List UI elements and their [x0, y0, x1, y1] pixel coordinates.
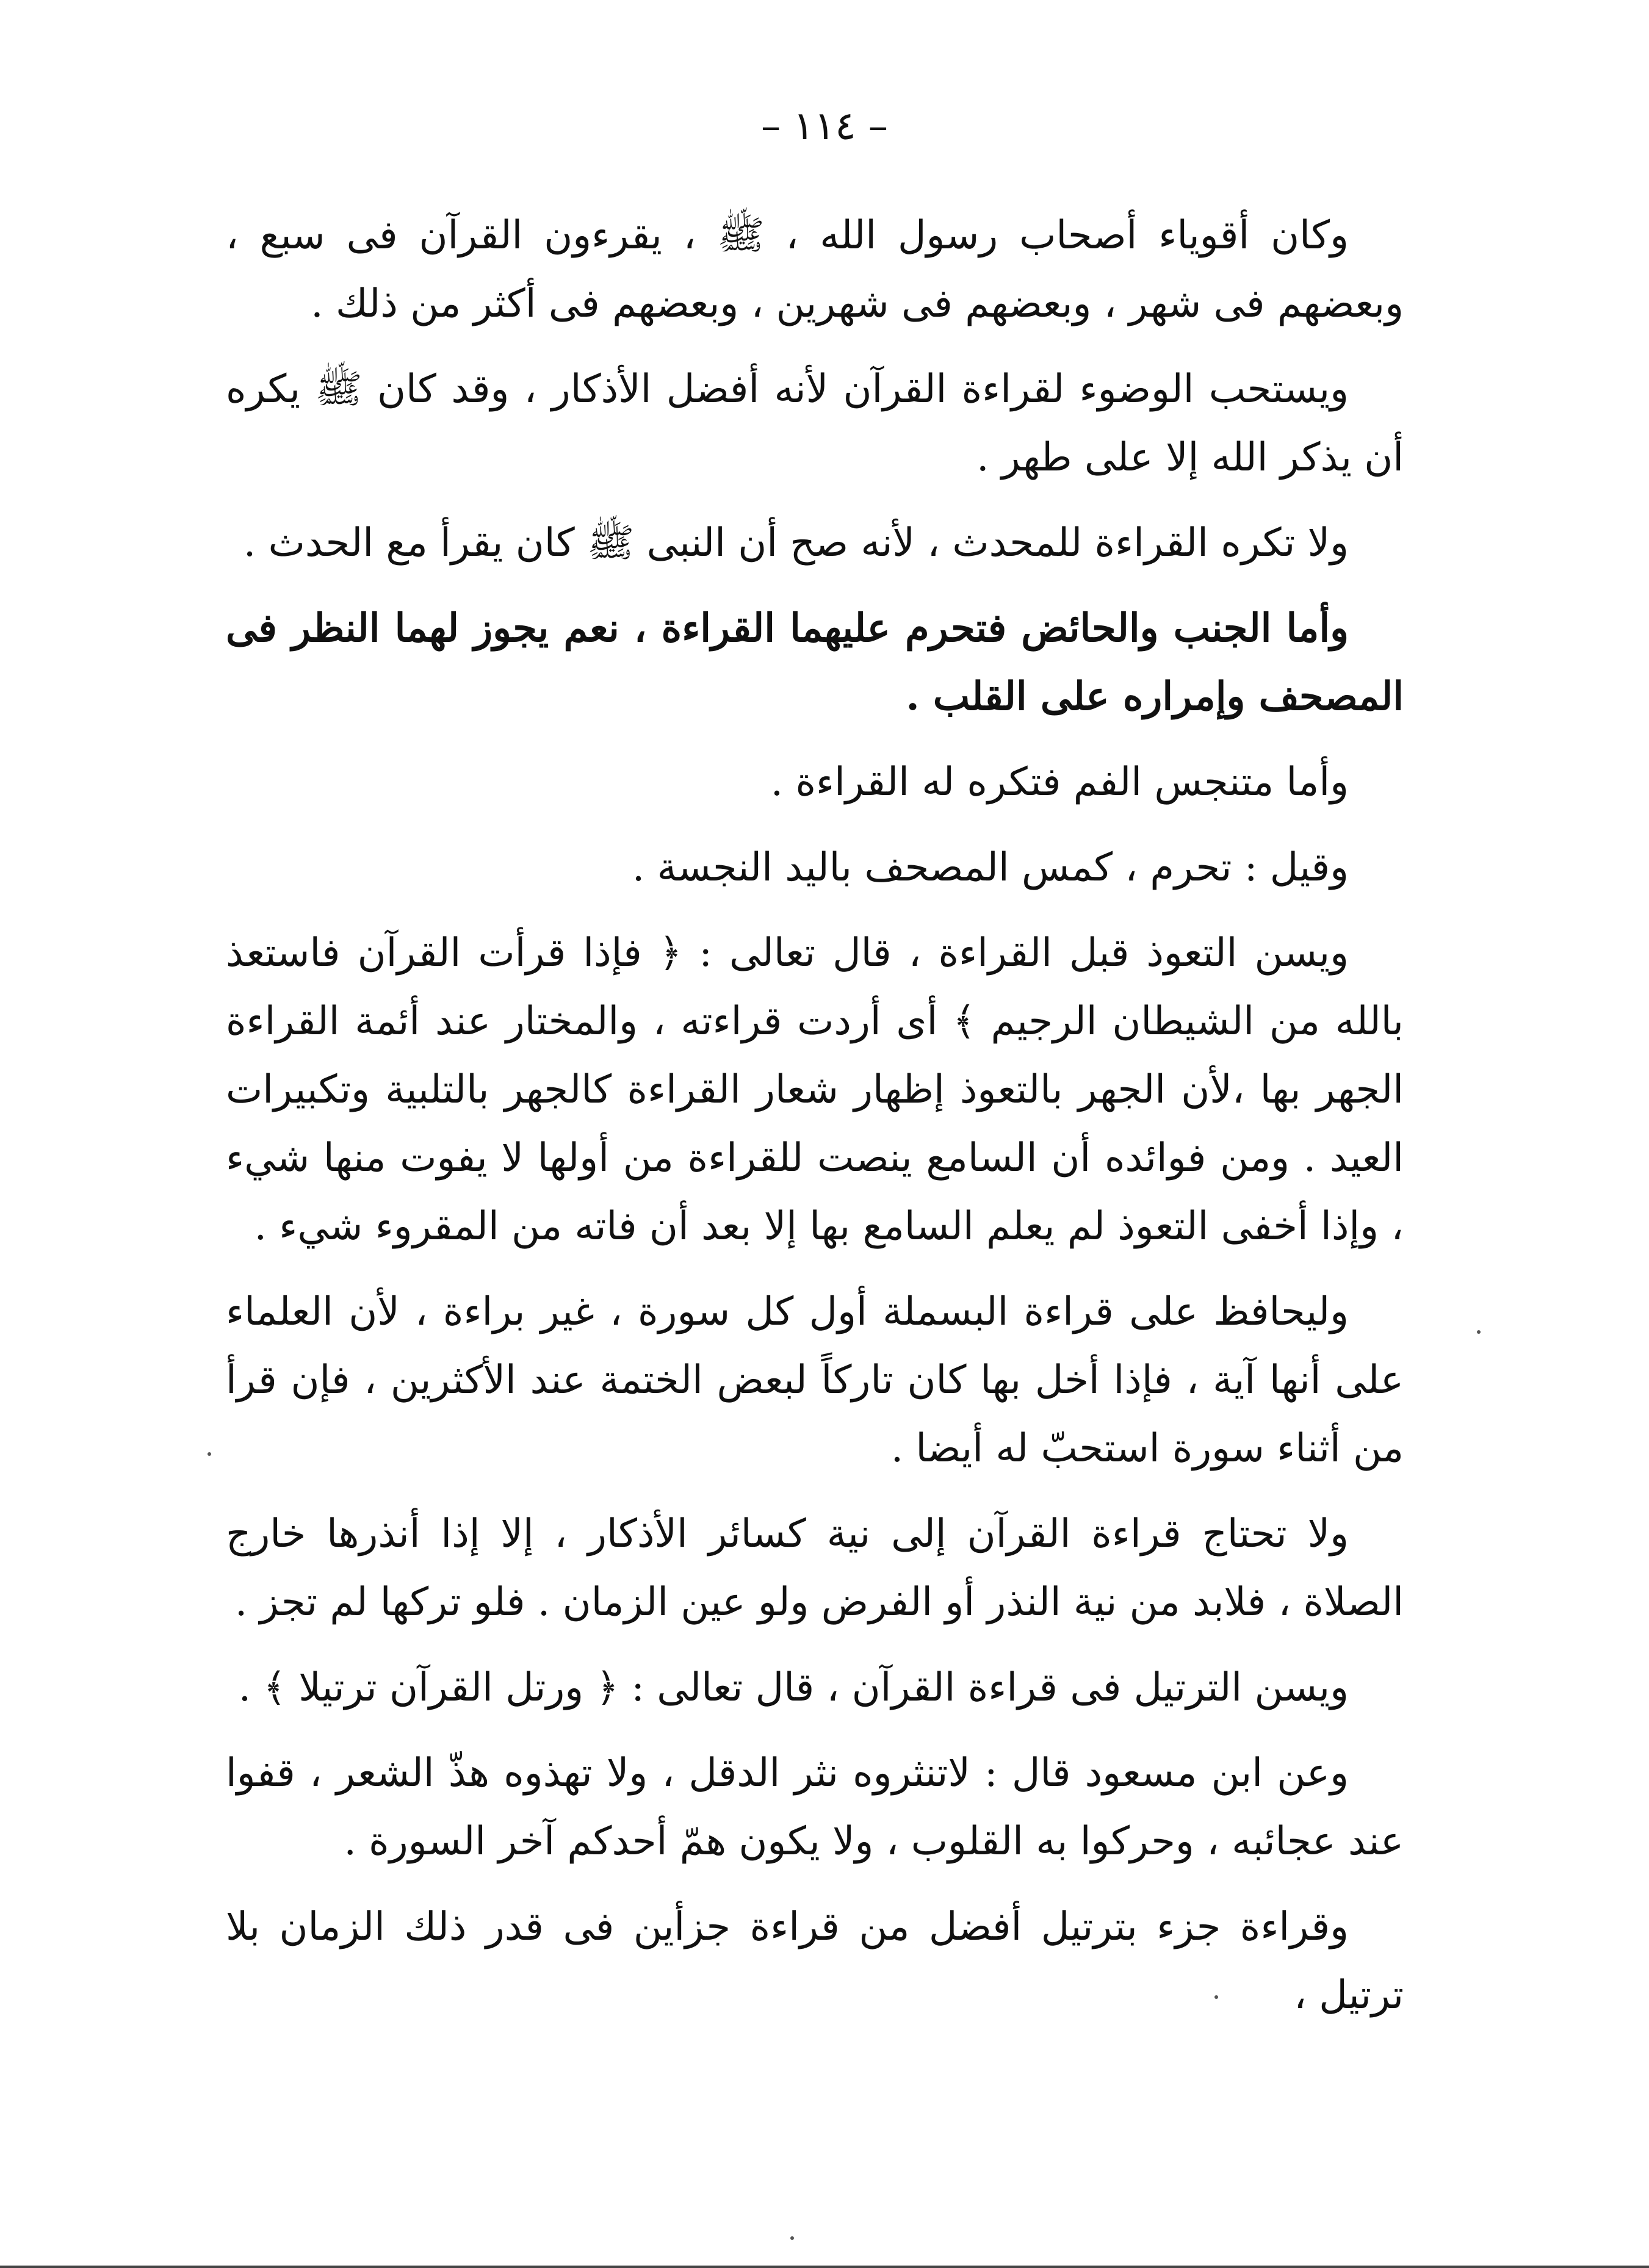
text-body [226, 201, 1404, 2047]
paragraph: وكان أقوياء أصحاب رسول الله ، ﷺ ، يقرءون القرآن فى سبع ، وبعضهم فى شهر ، وبعضهم فى شهرين ، وبعضهم فى أكثر من ذلك . [226, 213, 1404, 326]
paragraph: ويسن التعوذ قبل القراءة ، قال تعالى : ﴿ فإذا قرأت القرآن فاستعذ بالله من الشيطان الرجيم ﴾ أى أردت قراءته ، والمختار عند أئمة القراءة الجهر بها ،لأن الجهر بالتعوذ إظهار شعار القراءة كالجهر بالتلبية وتكبيرات العيد . ومن فوائده أن السامع ينصت للقراءة من أولها لا يفوت منها شيء ، وإذا أخفى التعوذ لم يعلم السامع بها إلا بعد أن فاته من المقروء شيء . [226, 931, 1404, 1249]
paragraph: وقيل : تحرم ، كمس المصحف باليد النجسة . [632, 845, 1349, 890]
paragraph: وعن ابن مسعود قال : لاتنثروه نثر الدقل ، ولا تهذوه هذّ الشعر ، قفوا عند عجائبه ، وحركوا به القلوب ، ولا يكون همّ أحدكم آخر السورة . [226, 1751, 1404, 1864]
page-bottom-border [0, 2266, 1649, 2268]
paragraph: وليحافظ على قراءة البسملة أول كل سورة ، غير براءة ، لأن العلماء على أنها آية ، فإذا أخل بها كان تاركاً لبعض الختمة عند الأكثرين ، فإن قرأ من أثناء سورة استحبّ له أيضا . [226, 1289, 1404, 1471]
paragraph: ولا تكره القراءة للمحدث ، لأنه صح أن النبى ﷺ كان يقرأ مع الحدث . [243, 520, 1349, 566]
scan-speck [790, 2236, 794, 2240]
paragraph: وقراءة جزء بترتيل أفضل من قراءة جزأين فى قدر ذلك الزمان بلا ترتيل ، [226, 1904, 1404, 2018]
paragraph: ولا تحتاج قراءة القرآن إلى نية كسائر الأذكار ، إلا إذا أنذرها خارج الصلاة ، فلابد من نية النذر أو الفرض ولو عين الزمان . فلو تركها لم تجز . [226, 1511, 1404, 1625]
paragraph: ويسن الترتيل فى قراءة القرآن ، قال تعالى : ﴿ ورتل القرآن ترتيلا ﴾ . [238, 1665, 1349, 1710]
paragraph: ويستحب الوضوء لقراءة القرآن لأنه أفضل الأذكار ، وقد كان ﷺ يكره أن يذكر الله إلا على طهر . [226, 367, 1404, 480]
page-number: – ١١٤ – [761, 104, 888, 149]
scan-speck [1477, 1330, 1481, 1334]
paragraph: وأما الجنب والحائض فتحرم عليهما القراءة ، نعم يجوز لهما النظر فى المصحف وإمراره على القلب . [226, 605, 1404, 719]
scan-speck [207, 1452, 211, 1456]
scan-speck [1214, 1995, 1218, 1999]
paragraph: وأما متنجس الفم فتكره له القراءة . [770, 760, 1349, 805]
